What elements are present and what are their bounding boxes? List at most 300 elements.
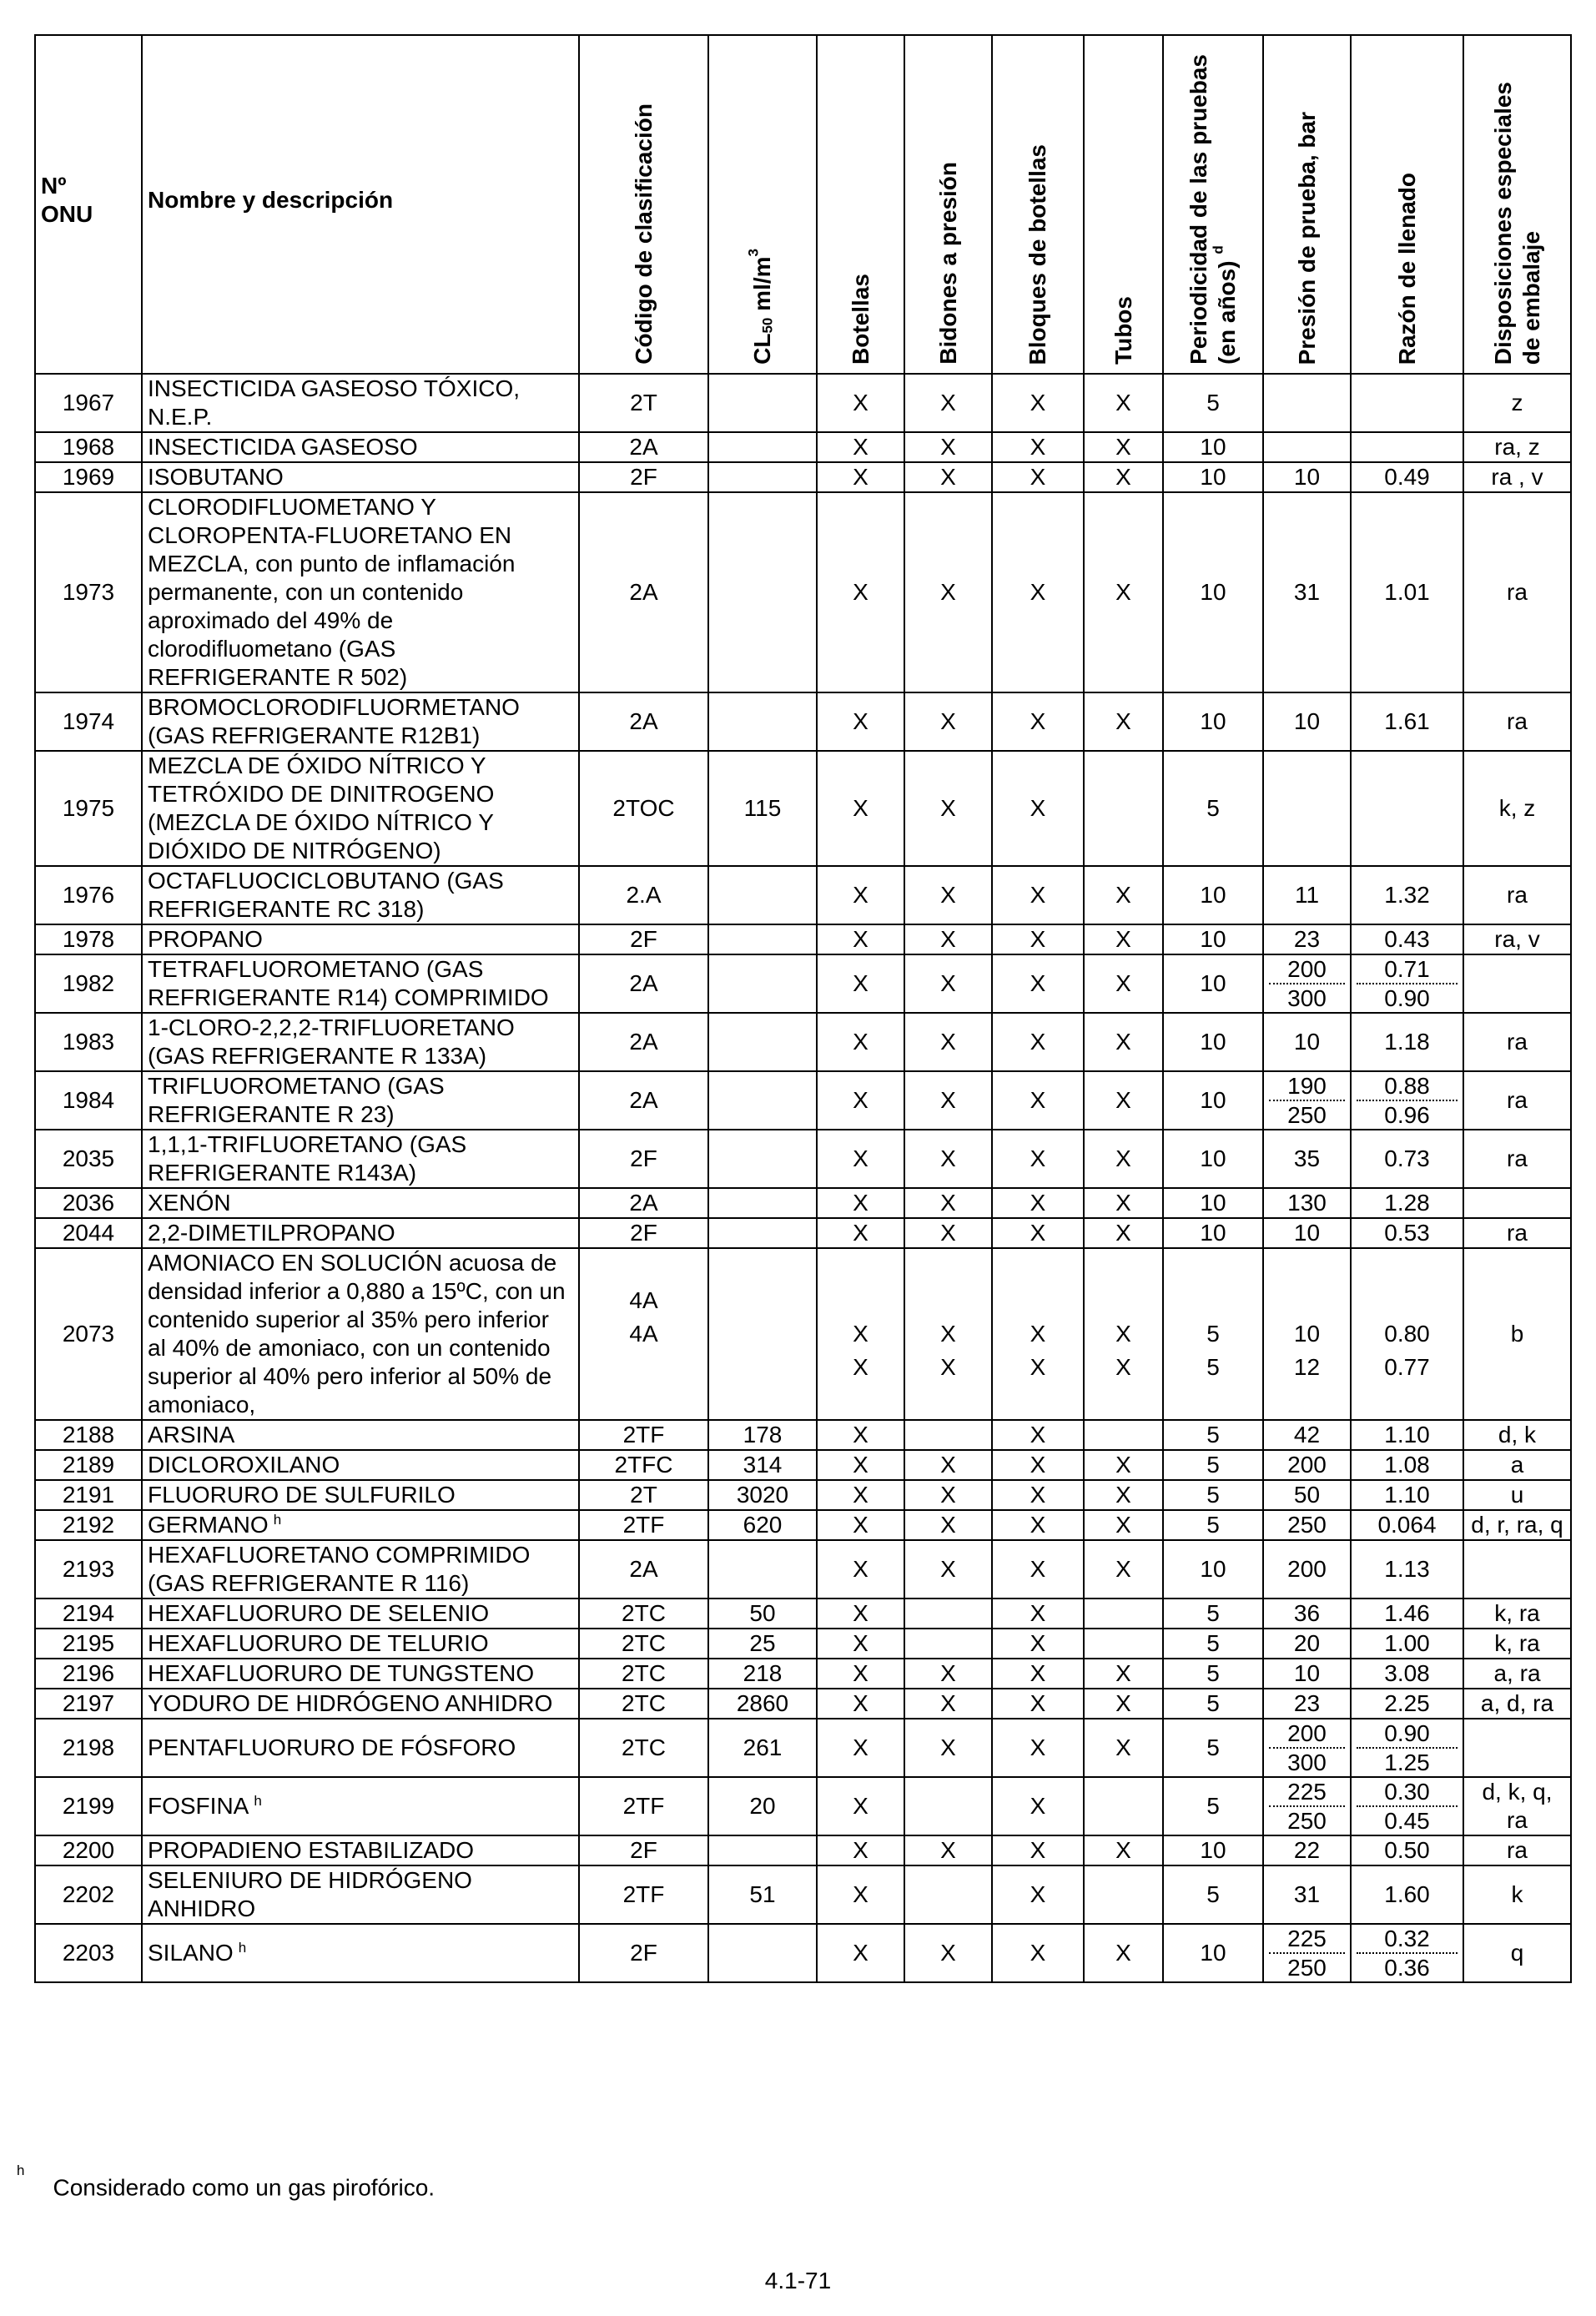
cell-code: 2F <box>579 1924 708 1982</box>
cell-bidones: X <box>904 1218 992 1248</box>
cell-tubos: X <box>1084 1188 1163 1218</box>
cell-bloques: X <box>992 1218 1084 1248</box>
line-value: X <box>1115 1321 1131 1347</box>
name-text: SILANO <box>148 1940 234 1966</box>
line-value: X <box>940 1321 956 1347</box>
name-text: INSECTICIDA GASEOSO TÓXICO, N.E.P. <box>148 375 521 430</box>
cell-tubos: X <box>1084 692 1163 751</box>
cell-bidones: X <box>904 374 992 432</box>
cell-onu: 2199 <box>35 1777 142 1835</box>
cell-botellas: X <box>817 1777 904 1835</box>
name-text: PENTAFLUORURO DE FÓSFORO <box>148 1734 516 1760</box>
cell-disp: ra, z <box>1463 432 1571 462</box>
cell-razon <box>1351 954 1463 1013</box>
cell-bloques: X <box>992 492 1084 692</box>
cell-periodicidad: 10 <box>1163 1218 1263 1248</box>
cell-presion: 200 <box>1263 1450 1351 1480</box>
cell-onu: 1975 <box>35 751 142 866</box>
cell-onu: 2197 <box>35 1689 142 1719</box>
cell-onu: 2035 <box>35 1130 142 1188</box>
cell-code: 2TFC <box>579 1450 708 1480</box>
cell-periodicidad: 10 <box>1163 1835 1263 1865</box>
cell-onu: 1983 <box>35 1013 142 1071</box>
cell-bidones <box>904 1420 992 1450</box>
name-text: GERMANO <box>148 1512 269 1538</box>
cell-presion: 10 <box>1263 1659 1351 1689</box>
cell-name <box>142 1218 579 1248</box>
cell-cl50: 314 <box>708 1450 817 1480</box>
cell-bidones: X <box>904 1130 992 1188</box>
cell-disp: ra <box>1463 866 1571 924</box>
cell-tubos: X <box>1084 1659 1163 1689</box>
cell-name <box>142 1510 579 1540</box>
sub-value: 0.32 <box>1384 1926 1430 1951</box>
cell-disp: a <box>1463 1450 1571 1480</box>
cell-tubos: X <box>1084 1218 1163 1248</box>
cell-presion: 130 <box>1263 1188 1351 1218</box>
cell-tubos: X <box>1084 462 1163 492</box>
cell-disp: ra <box>1463 492 1571 692</box>
cell-razon: 0.53 <box>1351 1218 1463 1248</box>
cell-botellas: X <box>817 1130 904 1188</box>
table-row <box>35 432 1571 462</box>
cell-tubos: X <box>1084 1924 1163 1982</box>
cell-name <box>142 1013 579 1071</box>
cell-name <box>142 1248 579 1420</box>
cell-tubos <box>1084 1629 1163 1659</box>
cell-cl50 <box>708 1130 817 1188</box>
cell-cl50 <box>708 692 817 751</box>
cell-code: 2TC <box>579 1659 708 1689</box>
table-row <box>35 1420 1571 1450</box>
cell-code: 2TC <box>579 1629 708 1659</box>
cell-periodicidad: 10 <box>1163 954 1263 1013</box>
name-text: BROMOCLORODIFLUORMETANO (GAS REFRIGERANTE R12B1) <box>148 694 520 748</box>
cell-periodicidad: 5 <box>1163 1865 1263 1924</box>
sub-value: 250 <box>1269 1805 1345 1835</box>
sub-value: 190 <box>1287 1073 1327 1099</box>
cell-periodicidad: 5 <box>1163 1599 1263 1629</box>
cell-tubos <box>1084 1599 1163 1629</box>
cell-razon <box>1351 1071 1463 1130</box>
cell-bidones: X <box>904 751 992 866</box>
cell-bidones: X <box>904 866 992 924</box>
cell-name <box>142 1071 579 1130</box>
cell-razon: 1.00 <box>1351 1629 1463 1659</box>
cell-disp: ra <box>1463 692 1571 751</box>
cell-botellas: X <box>817 1218 904 1248</box>
sub-value: 200 <box>1287 1720 1327 1746</box>
cell-disp: d, k <box>1463 1420 1571 1450</box>
line-value <box>585 1351 702 1384</box>
cell-botellas: X <box>817 1659 904 1689</box>
cell-botellas: X <box>817 1865 904 1924</box>
cell-name <box>142 1865 579 1924</box>
cell-name <box>142 462 579 492</box>
cell-periodicidad: 10 <box>1163 1130 1263 1188</box>
cell-bidones: X <box>904 1924 992 1982</box>
cell-name <box>142 1480 579 1510</box>
cell-razon: 1.60 <box>1351 1865 1463 1924</box>
cell-bidones: X <box>904 1510 992 1540</box>
cell-disp: ra <box>1463 1130 1571 1188</box>
sub-value: 250 <box>1269 1100 1345 1129</box>
name-text: TETRAFLUOROMETANO (GAS REFRIGERANTE R14) COMPRIMIDO <box>148 956 549 1010</box>
cell-disp: k <box>1463 1865 1571 1924</box>
cell-bidones: X <box>904 1719 992 1777</box>
cell-name <box>142 954 579 1013</box>
cell-code: 2F <box>579 924 708 954</box>
line-value <box>1269 1284 1345 1317</box>
cell-code: 2A <box>579 1013 708 1071</box>
cell-cl50 <box>708 1013 817 1071</box>
cell-bloques <box>992 1248 1084 1420</box>
cell-tubos <box>1084 751 1163 866</box>
cell-onu: 2195 <box>35 1629 142 1659</box>
cell-disp <box>1463 1188 1571 1218</box>
cell-razon: 1.18 <box>1351 1013 1463 1071</box>
cell-code: 2F <box>579 462 708 492</box>
cell-razon <box>1351 751 1463 866</box>
table-row <box>35 1130 1571 1188</box>
line-value <box>910 1284 986 1317</box>
cell-cl50: 261 <box>708 1719 817 1777</box>
table-row <box>35 1248 1571 1420</box>
cell-tubos <box>1084 1777 1163 1835</box>
line-value: 0.80 <box>1384 1321 1430 1347</box>
table-row <box>35 1510 1571 1540</box>
cell-disp: d, k, q, ra <box>1463 1777 1571 1835</box>
cell-periodicidad: 10 <box>1163 462 1263 492</box>
cell-tubos: X <box>1084 1540 1163 1599</box>
cell-name <box>142 1777 579 1835</box>
cell-onu: 2044 <box>35 1218 142 1248</box>
table-row <box>35 692 1571 751</box>
cell-periodicidad: 5 <box>1163 1719 1263 1777</box>
table-row <box>35 1218 1571 1248</box>
cell-bloques: X <box>992 1835 1084 1865</box>
cell-botellas: X <box>817 1450 904 1480</box>
cell-onu: 1974 <box>35 692 142 751</box>
cell-bidones: X <box>904 1689 992 1719</box>
cell-razon: 1.10 <box>1351 1480 1463 1510</box>
cell-presion: 20 <box>1263 1629 1351 1659</box>
cell-bidones <box>904 1248 992 1420</box>
cell-cl50 <box>708 954 817 1013</box>
line-value: X <box>1115 1354 1131 1380</box>
cell-botellas: X <box>817 1013 904 1071</box>
sub-value: 0.90 <box>1357 983 1458 1012</box>
cell-presion <box>1263 1071 1351 1130</box>
name-text: ISOBUTANO <box>148 464 284 490</box>
header-disposiciones: Disposiciones especiales de embalaje <box>1463 35 1571 374</box>
cell-disp: d, r, ra, q <box>1463 1510 1571 1540</box>
cell-onu: 1978 <box>35 924 142 954</box>
cell-disp: a, ra <box>1463 1659 1571 1689</box>
cell-name <box>142 1629 579 1659</box>
cell-code: 2A <box>579 492 708 692</box>
cell-periodicidad: 5 <box>1163 1510 1263 1540</box>
cell-razon: 0.49 <box>1351 462 1463 492</box>
cell-cl50 <box>708 1218 817 1248</box>
cell-bidones: X <box>904 462 992 492</box>
cell-disp <box>1463 1540 1571 1599</box>
cell-code <box>579 1248 708 1420</box>
cell-cl50 <box>708 866 817 924</box>
cell-presion: 250 <box>1263 1510 1351 1540</box>
sub-value: 0.88 <box>1384 1073 1430 1099</box>
cell-periodicidad: 10 <box>1163 924 1263 954</box>
cell-botellas: X <box>817 1510 904 1540</box>
cell-botellas: X <box>817 866 904 924</box>
table-row <box>35 462 1571 492</box>
cell-tubos: X <box>1084 1510 1163 1540</box>
sub-value: 0.45 <box>1357 1805 1458 1835</box>
cell-disp: k, ra <box>1463 1629 1571 1659</box>
cell-periodicidad: 10 <box>1163 492 1263 692</box>
cell-onu: 1976 <box>35 866 142 924</box>
footnote <box>17 2162 436 2201</box>
cell-bidones: X <box>904 692 992 751</box>
line-value <box>1090 1284 1157 1317</box>
name-text: PROPANO <box>148 926 263 952</box>
cell-botellas: X <box>817 1480 904 1510</box>
header-periodicidad: Periodicidad de las pruebas (en años) $^d$ <box>1163 35 1263 374</box>
table-row <box>35 1865 1571 1924</box>
name-text: OCTAFLUOCICLOBUTANO (GAS REFRIGERANTE RC 318) <box>148 868 504 922</box>
cell-bidones: X <box>904 492 992 692</box>
table-row <box>35 1629 1571 1659</box>
cell-bloques: X <box>992 1924 1084 1982</box>
cell-razon: 0.73 <box>1351 1130 1463 1188</box>
cell-razon: 1.61 <box>1351 692 1463 751</box>
sub-value: 0.90 <box>1384 1720 1430 1746</box>
sub-value: 250 <box>1269 1952 1345 1981</box>
cell-cl50 <box>708 432 817 462</box>
cell-name <box>142 924 579 954</box>
cell-tubos: X <box>1084 1450 1163 1480</box>
cell-botellas: X <box>817 924 904 954</box>
cell-razon: 2.25 <box>1351 1689 1463 1719</box>
table-body <box>35 374 1571 1982</box>
cell-razon: 1.46 <box>1351 1599 1463 1629</box>
header-razon: Razón de llenado <box>1351 35 1463 374</box>
table-row <box>35 1071 1571 1130</box>
cell-bloques: X <box>992 1071 1084 1130</box>
cell-bloques: X <box>992 751 1084 866</box>
cell-presion <box>1263 1924 1351 1982</box>
cell-cl50: 20 <box>708 1777 817 1835</box>
cell-cl50: 25 <box>708 1629 817 1659</box>
line-value: 5 <box>1206 1354 1220 1380</box>
header-bloques: Bloques de botellas <box>992 35 1084 374</box>
cell-periodicidad: 10 <box>1163 1540 1263 1599</box>
page-number: 4.1-71 <box>764 2268 832 2293</box>
table-row <box>35 751 1571 866</box>
cell-name <box>142 751 579 866</box>
cell-onu: 2036 <box>35 1188 142 1218</box>
cell-bidones: X <box>904 1540 992 1599</box>
footnote-ref: h <box>273 1511 282 1528</box>
table-row <box>35 954 1571 1013</box>
cell-razon: 1.10 <box>1351 1420 1463 1450</box>
cell-onu: 1968 <box>35 432 142 462</box>
cell-razon: 1.08 <box>1351 1450 1463 1480</box>
cell-bidones <box>904 1599 992 1629</box>
cell-code: 2F <box>579 1218 708 1248</box>
name-text: INSECTICIDA GASEOSO <box>148 434 418 460</box>
cell-periodicidad: 5 <box>1163 1420 1263 1450</box>
cell-code: 2A <box>579 954 708 1013</box>
cell-bloques: X <box>992 462 1084 492</box>
cell-cl50: 178 <box>708 1420 817 1450</box>
cell-bidones: X <box>904 1071 992 1130</box>
cell-onu: 2200 <box>35 1835 142 1865</box>
cell-bloques: X <box>992 1013 1084 1071</box>
cell-disp: k, z <box>1463 751 1571 866</box>
cell-onu: 1982 <box>35 954 142 1013</box>
cell-name <box>142 1188 579 1218</box>
name-text: PROPADIENO ESTABILIZADO <box>148 1837 475 1863</box>
cell-presion <box>1263 374 1351 432</box>
name-text: YODURO DE HIDRÓGENO ANHIDRO <box>148 1690 553 1716</box>
table-row <box>35 1719 1571 1777</box>
cell-cl50: 51 <box>708 1865 817 1924</box>
table-row <box>35 1540 1571 1599</box>
cell-code: 2TF <box>579 1865 708 1924</box>
cell-disp <box>1463 1719 1571 1777</box>
cell-cl50: 2860 <box>708 1689 817 1719</box>
cell-razon <box>1351 1719 1463 1777</box>
cell-presion: 10 <box>1263 462 1351 492</box>
cell-bidones: X <box>904 1013 992 1071</box>
cell-disp <box>1463 954 1571 1013</box>
cell-periodicidad: 5 <box>1163 374 1263 432</box>
table-row <box>35 1013 1571 1071</box>
cell-tubos: X <box>1084 1013 1163 1071</box>
cell-botellas: X <box>817 692 904 751</box>
cell-bloques: X <box>992 1480 1084 1510</box>
cell-name <box>142 1924 579 1982</box>
cell-periodicidad: 5 <box>1163 1480 1263 1510</box>
cell-razon: 1.01 <box>1351 492 1463 692</box>
cell-bloques: X <box>992 1865 1084 1924</box>
cell-tubos: X <box>1084 374 1163 432</box>
name-text: ARSINA <box>148 1422 235 1448</box>
cell-disp: q <box>1463 1924 1571 1982</box>
cell-name <box>142 1130 579 1188</box>
cell-disp: k, ra <box>1463 1599 1571 1629</box>
cell-tubos: X <box>1084 492 1163 692</box>
cell-cl50 <box>708 1248 817 1420</box>
cell-disp: ra <box>1463 1071 1571 1130</box>
cell-onu: 2194 <box>35 1599 142 1629</box>
header-botellas: Botellas <box>817 35 904 374</box>
name-text: DICLOROXILANO <box>148 1452 340 1478</box>
name-text: HEXAFLUORURO DE TUNGSTENO <box>148 1660 535 1686</box>
cell-code: 2A <box>579 1071 708 1130</box>
cell-onu: 2203 <box>35 1924 142 1982</box>
cell-periodicidad: 10 <box>1163 1013 1263 1071</box>
cell-periodicidad: 5 <box>1163 1629 1263 1659</box>
cell-name <box>142 1689 579 1719</box>
cell-name <box>142 1835 579 1865</box>
name-text: CLORODIFLUOMETANO Y CLOROPENTA-FLUORETANO EN MEZCLA, con punto de inflamación permanente, con un contenido aproximado del 49% de clorodifluometano (GAS REFRIGERANTE R 502) <box>148 494 516 690</box>
cell-bloques: X <box>992 1188 1084 1218</box>
name-text: SELENIURO DE HIDRÓGENO ANHIDRO <box>148 1867 472 1921</box>
sub-value: 0.96 <box>1357 1100 1458 1129</box>
cell-disp: b <box>1463 1248 1571 1420</box>
header-tubos: Tubos <box>1084 35 1163 374</box>
cell-cl50: 3020 <box>708 1480 817 1510</box>
cell-bidones: X <box>904 1835 992 1865</box>
sub-value: 0.71 <box>1384 956 1430 982</box>
cell-code: 2A <box>579 1188 708 1218</box>
cell-presion: 50 <box>1263 1480 1351 1510</box>
cell-code: 2A <box>579 692 708 751</box>
cell-code: 2TF <box>579 1510 708 1540</box>
cell-code: 2TC <box>579 1719 708 1777</box>
line-value: 5 <box>1206 1321 1220 1347</box>
cell-name <box>142 492 579 692</box>
cell-onu: 1973 <box>35 492 142 692</box>
cell-bloques: X <box>992 866 1084 924</box>
cell-bidones: X <box>904 924 992 954</box>
cell-code: 2A <box>579 432 708 462</box>
cell-bloques: X <box>992 1659 1084 1689</box>
cell-code: 2TC <box>579 1689 708 1719</box>
cell-cl50: 218 <box>708 1659 817 1689</box>
cell-onu: 2198 <box>35 1719 142 1777</box>
cell-disp: ra <box>1463 1835 1571 1865</box>
line-value: X <box>1030 1321 1046 1347</box>
cell-bloques: X <box>992 924 1084 954</box>
cell-bloques: X <box>992 1450 1084 1480</box>
name-text: HEXAFLUORURO DE SELENIO <box>148 1600 490 1626</box>
cell-botellas: X <box>817 1071 904 1130</box>
cell-tubos: X <box>1084 1480 1163 1510</box>
sub-value: 200 <box>1287 956 1327 982</box>
cell-code: 2T <box>579 374 708 432</box>
cell-botellas: X <box>817 432 904 462</box>
cell-disp: a, d, ra <box>1463 1689 1571 1719</box>
cell-razon <box>1351 432 1463 462</box>
line-value: X <box>853 1354 868 1380</box>
line-value: 0.77 <box>1384 1354 1430 1380</box>
cell-cl50 <box>708 1835 817 1865</box>
line-value <box>998 1284 1078 1317</box>
cell-razon: 0.43 <box>1351 924 1463 954</box>
cell-razon: 3.08 <box>1351 1659 1463 1689</box>
line-value: X <box>940 1354 956 1380</box>
cell-disp: ra <box>1463 1013 1571 1071</box>
cell-botellas: X <box>817 1599 904 1629</box>
cell-periodicidad: 5 <box>1163 1777 1263 1835</box>
cell-presion <box>1263 1777 1351 1835</box>
cell-bidones: X <box>904 954 992 1013</box>
cell-tubos <box>1084 1865 1163 1924</box>
cell-presion: 35 <box>1263 1130 1351 1188</box>
cell-code: 2TF <box>579 1777 708 1835</box>
cell-botellas: X <box>817 492 904 692</box>
table-row <box>35 1450 1571 1480</box>
cell-presion: 11 <box>1263 866 1351 924</box>
cell-bloques: X <box>992 1719 1084 1777</box>
name-text: HEXAFLUORURO DE TELURIO <box>148 1630 489 1656</box>
table-row <box>35 1924 1571 1982</box>
cell-name <box>142 1420 579 1450</box>
header-onu: Nº ONU <box>35 35 142 374</box>
